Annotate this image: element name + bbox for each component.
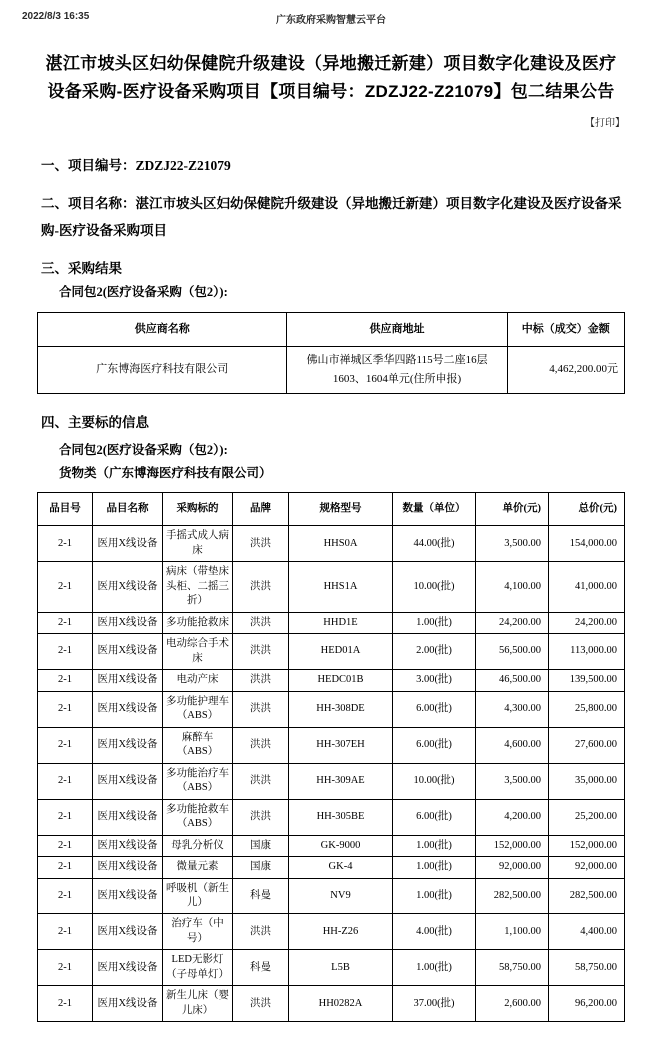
- table-cell: 洪洪: [233, 634, 289, 670]
- table-cell: HH-309AE: [289, 763, 393, 799]
- table-cell: 92,000.00: [549, 857, 625, 878]
- table-row: [38, 670, 625, 691]
- table-cell: 92,000.00: [476, 857, 549, 878]
- table-cell: 医用X线设备: [93, 857, 163, 878]
- column-header: 数量（单位）: [393, 492, 476, 526]
- table-cell: 4,400.00: [549, 914, 625, 950]
- table-cell: 1,100.00: [476, 914, 549, 950]
- table-cell: HH-Z26: [289, 914, 393, 950]
- column-header: 品目号: [38, 492, 93, 526]
- table-row: [38, 914, 625, 950]
- table-cell: 152,000.00: [476, 835, 549, 856]
- column-header: 品目名称: [93, 492, 163, 526]
- table-cell: 2-1: [38, 612, 93, 633]
- table-cell: 广东博海医疗科技有限公司: [38, 346, 287, 394]
- table-row: [38, 691, 625, 727]
- table-cell: 3,500.00: [476, 763, 549, 799]
- table-row: [38, 727, 625, 763]
- table-row: [38, 526, 625, 562]
- table-cell: 国康: [233, 835, 289, 856]
- site-name: 广东政府采购智慧云平台: [276, 15, 386, 26]
- header-row: [38, 492, 625, 526]
- table-cell: 新生儿床（婴儿床）: [163, 986, 233, 1022]
- table-row: [38, 835, 625, 856]
- table-cell: 洪洪: [233, 691, 289, 727]
- column-header: 单价(元): [476, 492, 549, 526]
- table-cell: 洪洪: [233, 799, 289, 835]
- table-cell: 2.00(批): [393, 634, 476, 670]
- print-button-row: [37, 114, 625, 129]
- table-cell: 医用X线设备: [93, 670, 163, 691]
- table-cell: 电动综合手术床: [163, 634, 233, 670]
- column-header: 供应商地址: [287, 313, 507, 347]
- table-cell: 医用X线设备: [93, 914, 163, 950]
- table-cell: 1.00(批): [393, 612, 476, 633]
- section-project-name: 二、项目名称：湛江市坡头区妇幼保健院升级建设（异地搬迁新建）项目数字化建设及医疗设备采购-医疗设备采购项目: [41, 196, 622, 238]
- table-cell: 2-1: [38, 634, 93, 670]
- table-cell: HEDC01B: [289, 670, 393, 691]
- table-cell: 洪洪: [233, 914, 289, 950]
- table-row: [38, 346, 625, 394]
- table-cell: L5B: [289, 950, 393, 986]
- table-cell: 1.00(批): [393, 857, 476, 878]
- contract-package-line-subject: 合同包2(医疗设备采购（包2）):: [59, 442, 228, 457]
- print-preview-header: [22, 11, 640, 25]
- table-cell: 1.00(批): [393, 950, 476, 986]
- table-cell: 洪洪: [233, 670, 289, 691]
- table-cell: 医用X线设备: [93, 986, 163, 1022]
- section-project-number: 一、项目编号：ZDZJ22-Z21079: [41, 158, 231, 174]
- section-main-subject-heading: 四、主要标的信息: [41, 415, 149, 431]
- table-cell: 3.00(批): [393, 670, 476, 691]
- table-cell: HHS1A: [289, 562, 393, 612]
- table-row: [38, 634, 625, 670]
- table-cell: 医用X线设备: [93, 526, 163, 562]
- table-row: [38, 799, 625, 835]
- table-cell: 27,600.00: [549, 727, 625, 763]
- column-header: 中标（成交）金额: [507, 313, 624, 347]
- table-cell: 医用X线设备: [93, 835, 163, 856]
- table-cell: 洪洪: [233, 727, 289, 763]
- column-header: 采购标的: [163, 492, 233, 526]
- header-row: [38, 313, 625, 347]
- goods-category-line: 货物类（广东博海医疗科技有限公司）: [59, 465, 272, 480]
- table-cell: NV9: [289, 878, 393, 914]
- table-cell: 25,800.00: [549, 691, 625, 727]
- table-cell: 洪洪: [233, 612, 289, 633]
- table-cell: 2-1: [38, 950, 93, 986]
- table-cell: 2-1: [38, 857, 93, 878]
- table-row: [38, 763, 625, 799]
- table-cell: HHD1E: [289, 612, 393, 633]
- table-cell: 电动产床: [163, 670, 233, 691]
- table-cell: 多功能护理车（ABS）: [163, 691, 233, 727]
- table-cell: HED01A: [289, 634, 393, 670]
- table-cell: 医用X线设备: [93, 612, 163, 633]
- table-cell: 2-1: [38, 526, 93, 562]
- table-row: [38, 857, 625, 878]
- main-subject-items-table: [37, 492, 625, 1023]
- table-cell: 微量元素: [163, 857, 233, 878]
- table-cell: 佛山市禅城区季华四路115号二座16层1603、1604单元(住所申报): [287, 346, 507, 394]
- table-row: [38, 562, 625, 612]
- table-cell: 2-1: [38, 670, 93, 691]
- table-cell: 10.00(批): [393, 562, 476, 612]
- table-cell: 4,462,200.00元: [507, 346, 624, 394]
- table-cell: HHS0A: [289, 526, 393, 562]
- table-cell: 医用X线设备: [93, 727, 163, 763]
- table-cell: 25,200.00: [549, 799, 625, 835]
- table-cell: 医用X线设备: [93, 691, 163, 727]
- table-cell: 洪洪: [233, 562, 289, 612]
- table-cell: 154,000.00: [549, 526, 625, 562]
- table-cell: 139,500.00: [549, 670, 625, 691]
- table-cell: 6.00(批): [393, 799, 476, 835]
- table-cell: 病床（带垫床头柜、二摇三折）: [163, 562, 233, 612]
- table-row: [38, 950, 625, 986]
- table-cell: LED无影灯（子母单灯）: [163, 950, 233, 986]
- table-cell: 洪洪: [233, 986, 289, 1022]
- table-cell: 113,000.00: [549, 634, 625, 670]
- table-row: [38, 878, 625, 914]
- table-cell: 医用X线设备: [93, 950, 163, 986]
- table-cell: 洪洪: [233, 763, 289, 799]
- table-cell: 10.00(批): [393, 763, 476, 799]
- table-cell: HH-305BE: [289, 799, 393, 835]
- table-cell: 2-1: [38, 835, 93, 856]
- table-row: [38, 986, 625, 1022]
- table-cell: 44.00(批): [393, 526, 476, 562]
- table-cell: GK-4: [289, 857, 393, 878]
- table-cell: 医用X线设备: [93, 878, 163, 914]
- table-cell: HH-308DE: [289, 691, 393, 727]
- table-cell: 手摇式成人病床: [163, 526, 233, 562]
- table-cell: 科曼: [233, 950, 289, 986]
- section-procurement-result-heading: 三、采购结果: [41, 261, 122, 276]
- column-header: 品牌: [233, 492, 289, 526]
- table-cell: 母乳分析仪: [163, 835, 233, 856]
- table-cell: 洪洪: [233, 526, 289, 562]
- contract-package-line-result: 合同包2(医疗设备采购（包2）):: [59, 285, 228, 300]
- table-cell: 麻醉车（ABS）: [163, 727, 233, 763]
- table-cell: GK-9000: [289, 835, 393, 856]
- table-cell: 多功能治疗车（ABS）: [163, 763, 233, 799]
- table-cell: 4,300.00: [476, 691, 549, 727]
- page-title: 湛江市坡头区妇幼保健院升级建设（异地搬迁新建）项目数字化建设及医疗设备采购-医疗设备采购项目【项目编号：ZDZJ22-Z21079】包二结果公告: [45, 54, 617, 101]
- table-cell: 科曼: [233, 878, 289, 914]
- table-cell: 152,000.00: [549, 835, 625, 856]
- table-cell: 282,500.00: [549, 878, 625, 914]
- table-cell: 96,200.00: [549, 986, 625, 1022]
- table-cell: 2-1: [38, 914, 93, 950]
- table-cell: HH0282A: [289, 986, 393, 1022]
- table-cell: 3,500.00: [476, 526, 549, 562]
- table-cell: 医用X线设备: [93, 634, 163, 670]
- table-cell: 2-1: [38, 691, 93, 727]
- table-cell: 6.00(批): [393, 727, 476, 763]
- column-header: 规格型号: [289, 492, 393, 526]
- column-header: 供应商名称: [38, 313, 287, 347]
- table-cell: 2-1: [38, 799, 93, 835]
- supplier-result-table: [37, 312, 625, 394]
- table-cell: 58,750.00: [549, 950, 625, 986]
- table-cell: 58,750.00: [476, 950, 549, 986]
- table-cell: 6.00(批): [393, 691, 476, 727]
- column-header: 总价(元): [549, 492, 625, 526]
- table-cell: 2-1: [38, 986, 93, 1022]
- announcement-page: [0, 11, 662, 1042]
- table-cell: 2,600.00: [476, 986, 549, 1022]
- table-cell: 282,500.00: [476, 878, 549, 914]
- table-cell: 医用X线设备: [93, 799, 163, 835]
- table-cell: 4,200.00: [476, 799, 549, 835]
- table-cell: 2-1: [38, 763, 93, 799]
- table-cell: 41,000.00: [549, 562, 625, 612]
- table-cell: 24,200.00: [476, 612, 549, 633]
- table-cell: 37.00(批): [393, 986, 476, 1022]
- table-cell: 2-1: [38, 727, 93, 763]
- table-cell: 多功能抢救床: [163, 612, 233, 633]
- table-cell: 4,100.00: [476, 562, 549, 612]
- table-cell: 医用X线设备: [93, 763, 163, 799]
- table-cell: 治疗车（中号）: [163, 914, 233, 950]
- table-row: [38, 612, 625, 633]
- table-cell: 国康: [233, 857, 289, 878]
- table-cell: 56,500.00: [476, 634, 549, 670]
- table-cell: 多功能抢救车（ABS）: [163, 799, 233, 835]
- table-cell: 2-1: [38, 878, 93, 914]
- print-button[interactable]: 【打印】: [585, 118, 625, 130]
- table-cell: 35,000.00: [549, 763, 625, 799]
- table-cell: HH-307EH: [289, 727, 393, 763]
- print-timestamp: 2022/8/3 16:35: [22, 11, 90, 22]
- table-cell: 1.00(批): [393, 835, 476, 856]
- table-cell: 46,500.00: [476, 670, 549, 691]
- table-cell: 4,600.00: [476, 727, 549, 763]
- table-cell: 4.00(批): [393, 914, 476, 950]
- table-cell: 呼吸机（新生儿）: [163, 878, 233, 914]
- table-cell: 24,200.00: [549, 612, 625, 633]
- table-cell: 医用X线设备: [93, 562, 163, 612]
- table-cell: 1.00(批): [393, 878, 476, 914]
- table-cell: 2-1: [38, 562, 93, 612]
